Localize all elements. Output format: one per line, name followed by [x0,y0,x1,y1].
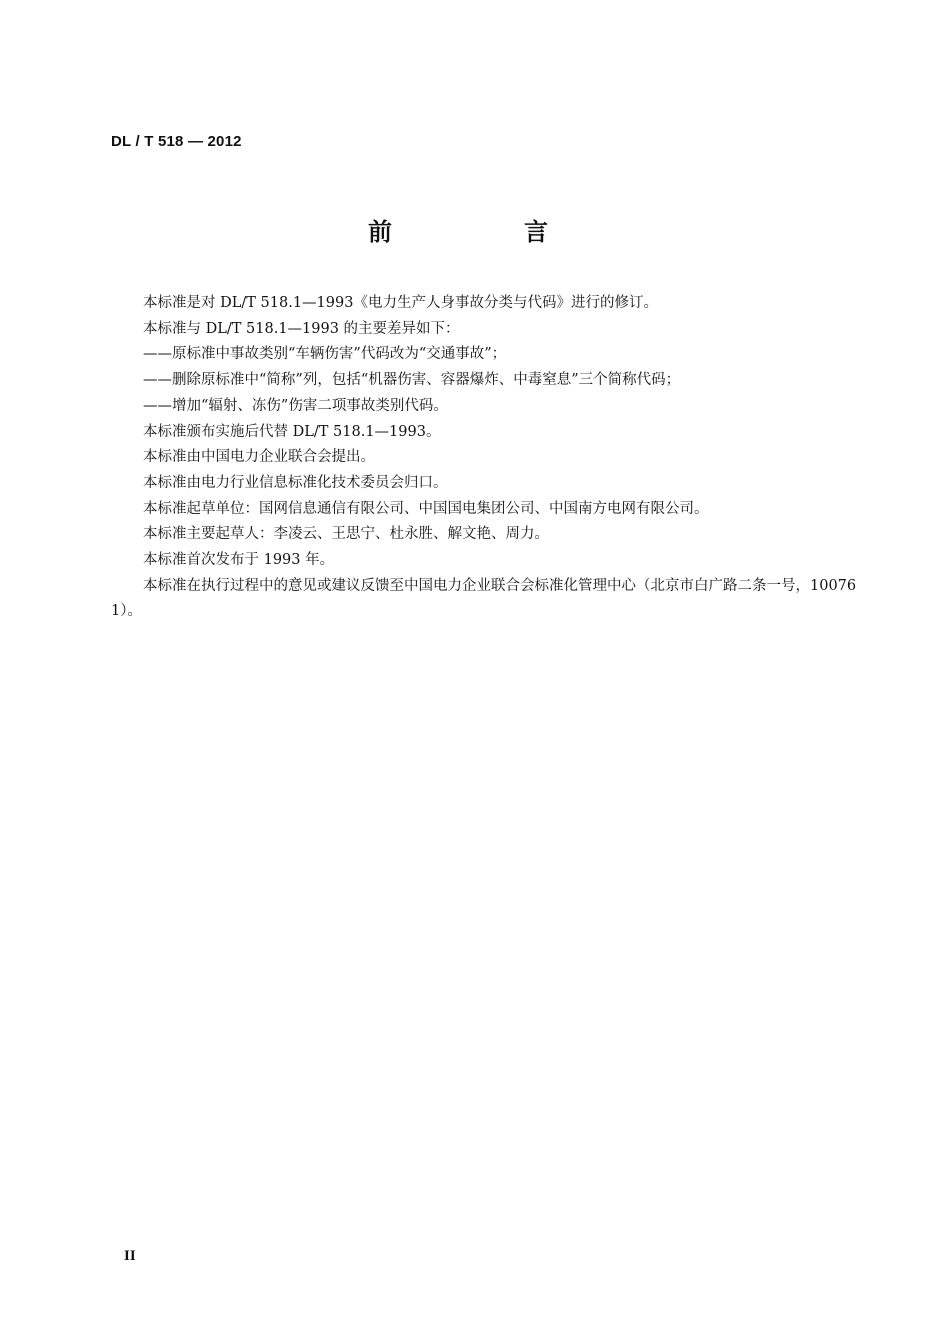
section-title: 前 言 [368,218,602,246]
paragraph-proposer: 本标准由中国电力企业联合会提出。 [143,449,375,466]
paragraph-differences-intro: 本标准与 DL/T 518.1—1993 的主要差异如下： [143,320,460,337]
paragraph-revision: 本标准是对 DL/T 518.1—1993《电力生产人身事故分类与代码》进行的修订。 [143,295,658,311]
paragraph-responsible-committee: 本标准由电力行业信息标准化技术委员会归口。 [143,474,448,491]
paragraph-drafting-units: 本标准起草单位：国网信息通信有限公司、中国国电集团公司、中国南方电网有限公司。 [143,500,709,517]
paragraph-feedback: 本标准在执行过程中的意见或建议反馈至中国电力企业联合会标准化管理中心（北京市白广路二条一号，100761）。 [111,577,857,620]
document-code: DL / T 518 — 2012 [111,133,242,150]
foreword-body [111,291,863,625]
paragraph-difference-3: ——增加“辐射、冻伤”伤害二项事故类别代码。 [143,397,448,414]
paragraph-drafters: 本标准主要起草人：李凌云、王思宁、杜永胜、解文艳、周力。 [143,526,549,543]
paragraph-replacement: 本标准颁布实施后代替 DL/T 518.1—1993。 [143,423,441,440]
paragraph-difference-2: ——删除原标准中“简称”列，包括“机器伤害、容器爆炸、中毒窒息”三个简称代码； [143,372,681,389]
page-number: II [124,1248,136,1264]
paragraph-difference-1: ——原标准中事故类别“车辆伤害”代码改为“交通事故”； [143,346,507,363]
paragraph-first-published: 本标准首次发布于 1993 年。 [143,552,335,569]
